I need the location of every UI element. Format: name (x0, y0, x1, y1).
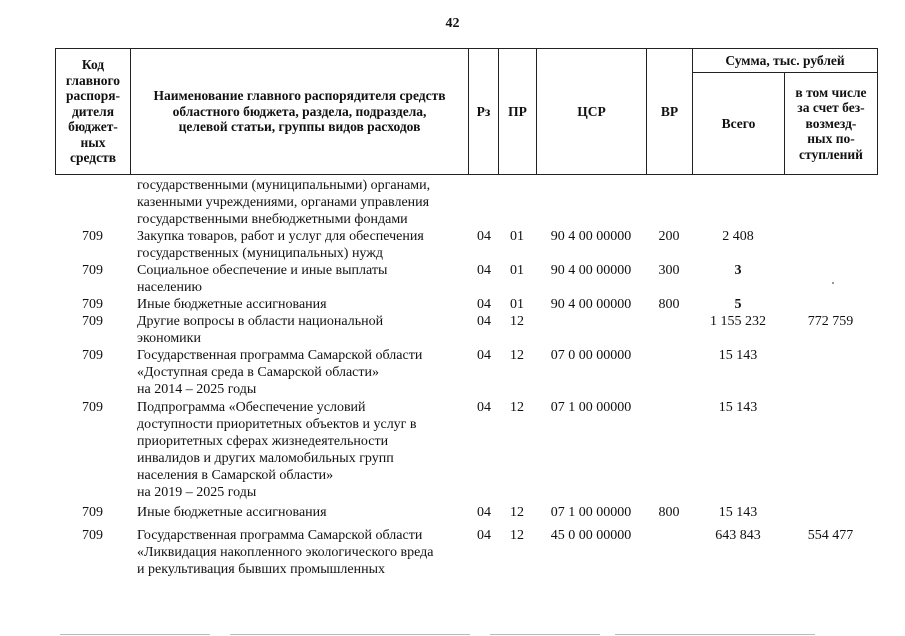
row-csr: 90 4 00 00000 (550, 263, 632, 278)
row-csr: 07 1 00 00000 (550, 505, 632, 520)
row-total: 15 143 (718, 400, 758, 415)
row-rz: 04 (477, 528, 491, 543)
row-csr: 90 4 00 00000 (550, 297, 632, 312)
scan-edge-line (60, 634, 210, 635)
row-pr: 01 (510, 297, 524, 312)
row-pr: 12 (510, 505, 524, 520)
row-code: 709 (82, 297, 103, 312)
header-csr: ЦСР (577, 103, 606, 119)
row-pr: 12 (510, 528, 524, 543)
row-rz: 04 (477, 400, 491, 415)
header-name: Наименование главного распорядителя средств областного бюджета, раздела, подраздела, целевой статьи, группы видов расходов (153, 88, 446, 135)
header-code: Код главного распоря- дителя бюджет- ных средств (65, 57, 121, 166)
row-rz: 04 (477, 505, 491, 520)
row-total: 2 408 (722, 229, 754, 244)
row-vr: 800 (658, 297, 680, 312)
row-incl: 772 759 (807, 314, 854, 329)
scan-edge-line (230, 634, 470, 635)
row-vr: 300 (658, 263, 680, 278)
row-pr: 01 (510, 263, 524, 278)
row-csr: 07 1 00 00000 (550, 400, 632, 415)
row-name: Государственная программа Самарской области «Доступная среда в Самарской области» на 2014 – 2025 годы (137, 348, 423, 397)
scan-edge-line (490, 634, 600, 635)
row-name: Государственная программа Самарской области «Ликвидация накопленного экологического вреда и рекультивация бывших промышленных (137, 528, 434, 577)
row-total: 3 (734, 263, 742, 278)
row-csr: 90 4 00 00000 (550, 229, 632, 244)
row-name: Иные бюджетные ассигнования (137, 505, 327, 520)
header-pr: ПР (508, 103, 527, 119)
row-name: Закупка товаров, работ и услуг для обеспечения государственных (муниципальных) нужд (137, 229, 424, 261)
header-incl: в том числе за счет без- возмезд- ных по- ступлений (795, 84, 867, 162)
scan-edge-line (615, 634, 815, 635)
row-vr: 200 (658, 229, 680, 244)
row-name: государственными (муниципальными) органами, казенными учреждениями, органами управления государственными внебюджетными фондами (137, 178, 431, 227)
row-name: Подпрограмма «Обеспечение условий доступности приоритетных объектов и услуг в приоритетных сферах жизнедеятельности инвалидов и других маломобильных групп населения в Самарской области» на 2019 – 2025 годы (137, 400, 417, 500)
row-pr: 12 (510, 400, 524, 415)
row-total: 15 143 (718, 505, 758, 520)
row-csr: 07 0 00 00000 (550, 348, 632, 363)
row-pr: 12 (510, 348, 524, 363)
row-csr: 45 0 00 00000 (550, 528, 632, 543)
row-rz: 04 (477, 263, 491, 278)
header-rz: Рз (476, 103, 491, 119)
row-name: Другие вопросы в области национальной экономики (137, 314, 384, 346)
row-code: 709 (82, 400, 103, 415)
header-total: Всего (721, 115, 756, 131)
row-total: 5 (734, 297, 742, 312)
row-total: 1 155 232 (710, 314, 766, 329)
row-name: Иные бюджетные ассигнования (137, 297, 327, 312)
row-code: 709 (82, 263, 103, 278)
row-code: 709 (82, 348, 103, 363)
header-sum: Сумма, тыс. рублей (725, 52, 845, 68)
row-total: 15 143 (718, 348, 758, 363)
row-pr: 01 (510, 229, 524, 244)
row-vr: 800 (658, 505, 680, 520)
row-code: 709 (82, 528, 103, 543)
row-code: 709 (82, 314, 103, 329)
row-rz: 04 (477, 348, 491, 363)
header-vr: ВР (660, 103, 679, 119)
row-code: 709 (82, 229, 103, 244)
row-rz: 04 (477, 314, 491, 329)
row-name: Социальное обеспечение и иные выплаты населению (137, 263, 388, 295)
row-incl: 554 477 (807, 528, 854, 543)
row-total: 643 843 (715, 528, 761, 543)
page-number: 42 (445, 16, 460, 31)
row-rz: 04 (477, 229, 491, 244)
scan-speck (832, 282, 834, 284)
row-rz: 04 (477, 297, 491, 312)
row-code: 709 (82, 505, 103, 520)
row-pr: 12 (510, 314, 524, 329)
